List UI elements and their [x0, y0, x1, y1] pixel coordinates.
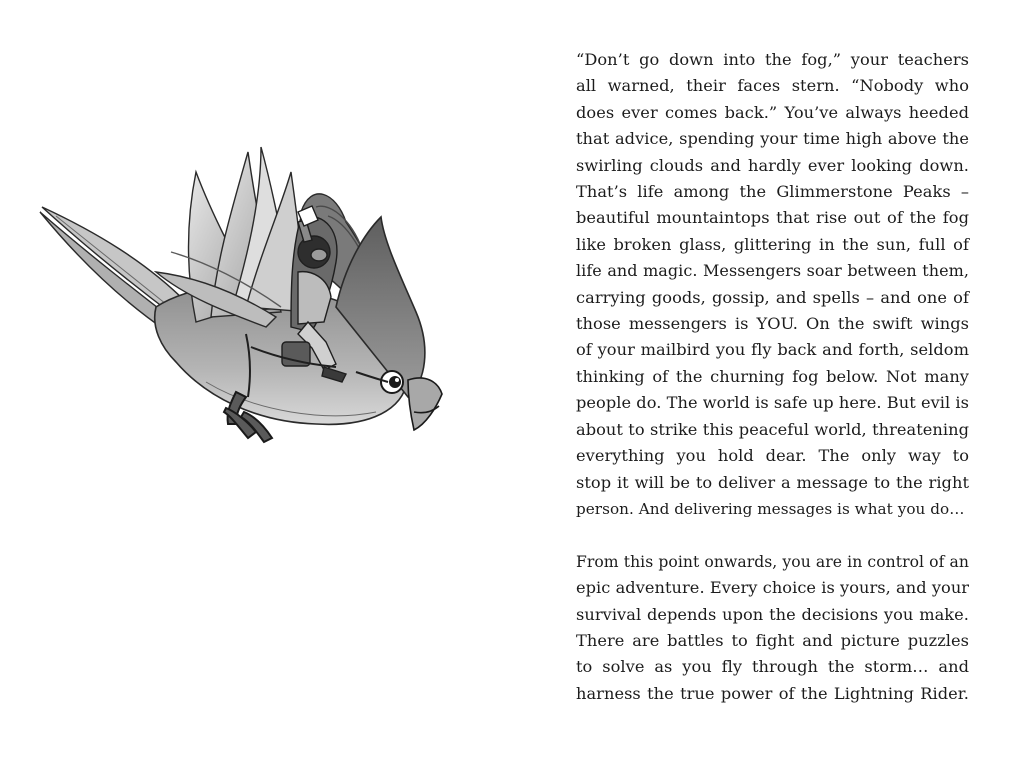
text-line: that advice, spending your time high above the [576, 129, 969, 149]
intro-paragraph [576, 47, 969, 522]
text-line: That’s life among the Glimmerstone Peaks – [576, 182, 969, 202]
text-line: all warned, their faces stern. “Nobody who [576, 76, 969, 96]
text-line: From this point onwards, you are in control of an [576, 552, 969, 571]
text-line: does ever comes back.” You’ve always heeded [576, 102, 969, 122]
adventure-paragraph [576, 549, 969, 707]
text-line: There are battles to fight and picture puzzles [576, 630, 969, 650]
text-line: carrying goods, gossip, and spells – and one of [576, 287, 969, 307]
bird-rider-illustration [36, 112, 454, 452]
text-line: swirling clouds and hardly ever looking down. [576, 155, 969, 175]
bird-eye [381, 371, 403, 393]
text-line: harness the true power of the Lightning Rider. [576, 683, 969, 703]
bird-beak [408, 378, 442, 430]
text-line: of your mailbird you fly back and forth, seldom [576, 340, 969, 360]
text-line: “Don’t go down into the fog,” your teachers [576, 50, 969, 69]
text-line: everything you hold dear. The only way to [576, 446, 969, 466]
text-line: epic adventure. Every choice is yours, and your [576, 578, 970, 598]
text-line: those messengers is YOU. On the swift wings [576, 314, 969, 334]
text-line: people do. The world is safe up here. But evil is [576, 393, 970, 413]
text-line: person. And delivering messages is what you do… [576, 499, 965, 518]
text-line: like broken glass, glittering in the sun, full of [576, 234, 969, 254]
text-line: about to strike this peaceful world, threatening [576, 419, 969, 439]
text-line: thinking of the churning fog below. Not many [576, 366, 969, 386]
text-line: survival depends upon the decisions you make. [576, 604, 969, 624]
text-line: stop it will be to deliver a message to the right [576, 472, 969, 492]
text-line: to solve as you fly through the storm… and [576, 657, 969, 677]
story-text-column [576, 47, 969, 707]
text-line: beautiful mountaintops that rise out of the fog [576, 208, 969, 228]
text-line: life and magic. Messengers soar between them, [576, 261, 969, 281]
